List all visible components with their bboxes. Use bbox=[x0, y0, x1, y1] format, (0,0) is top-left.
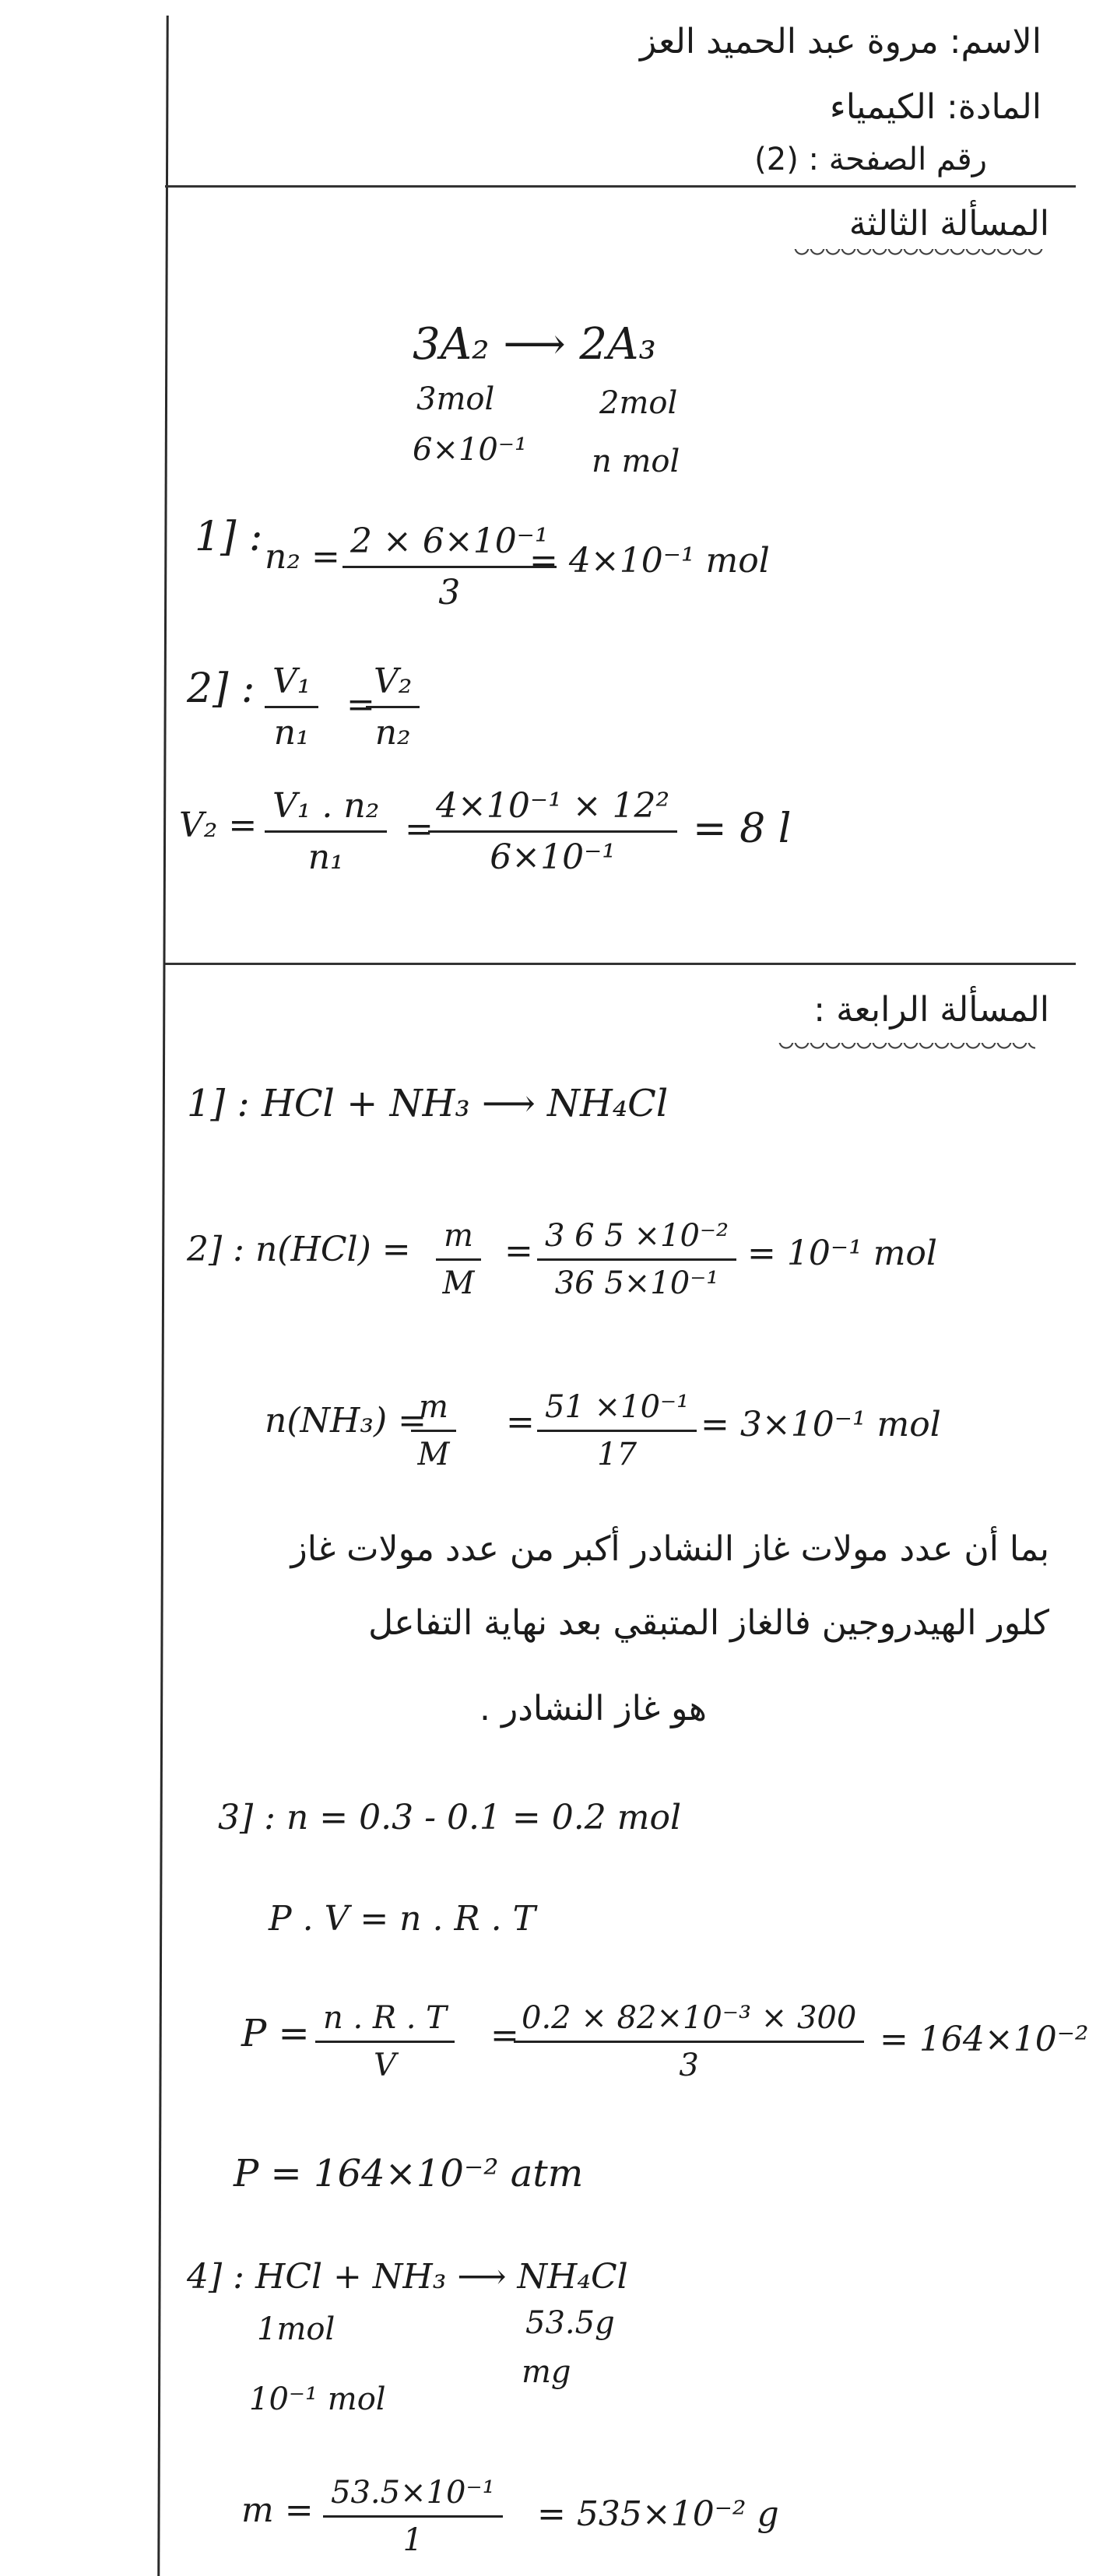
p4-nh3-m: m bbox=[411, 1389, 456, 1432]
p4-nh3-mM bbox=[411, 1389, 456, 1472]
p4-p-fraction1 bbox=[315, 2000, 455, 2083]
p4-step2-lhs: 2] : n(HCl) = bbox=[187, 1230, 411, 1269]
problem3-equation: 3A₂ ⟶ 2A₃ bbox=[413, 319, 656, 370]
p4-step2-m: m bbox=[436, 1218, 481, 1261]
problem4-title-underline bbox=[778, 1043, 1035, 1051]
p3-step2-n2: n₂ bbox=[374, 713, 411, 753]
p4-step2-denominator: 36 5×10⁻¹ bbox=[554, 1265, 719, 1301]
p4-nh3-fraction bbox=[537, 1389, 697, 1472]
p3-v2-fraction1 bbox=[265, 786, 387, 877]
problem-divider bbox=[165, 963, 1076, 965]
p4-step2-mM bbox=[436, 1218, 481, 1301]
problem3-title: المسألة الثالثة bbox=[848, 204, 1049, 244]
problem3-left-amount: 6×10⁻¹ bbox=[413, 432, 528, 468]
p3-step2-fraction2 bbox=[366, 662, 420, 753]
p3-step1-numerator: 2 × 6×10⁻¹ bbox=[342, 521, 557, 568]
p4-p-final: P = 164×10⁻² atm bbox=[234, 2152, 584, 2195]
p4-step4-left2: 10⁻¹ mol bbox=[249, 2381, 386, 2417]
problem3-right-mol: 2mol bbox=[599, 385, 678, 421]
p4-step2-result: = 10⁻¹ mol bbox=[747, 1234, 937, 1273]
p3-step2-equals: = bbox=[346, 685, 375, 725]
p4-gas-law: P . V = n . R . T bbox=[269, 1899, 536, 1939]
p4-p-fraction2 bbox=[514, 2000, 864, 2083]
p4-step4-reaction: 4] : HCl + NH₃ ⟶ NH₄Cl bbox=[187, 2257, 628, 2297]
p3-step1-denominator: 3 bbox=[438, 573, 461, 612]
p3-step1-lhs: n₂ = bbox=[265, 537, 340, 577]
p4-step4-left1: 1mol bbox=[257, 2311, 335, 2347]
p3-v2-lhs: V₂ = bbox=[179, 805, 258, 845]
problem4-title: المسألة الرابعة : bbox=[813, 990, 1049, 1030]
p3-step1-label: 1] : bbox=[195, 514, 263, 560]
student-name: الاسم: مروة عبد الحميد العز bbox=[640, 22, 1042, 61]
p4-p-denominator: V bbox=[373, 2048, 396, 2083]
page-number-label: رقم الصفحة : (2) bbox=[754, 142, 987, 177]
p3-step2-fraction1 bbox=[265, 662, 318, 753]
p4-p-denominator2: 3 bbox=[679, 2048, 699, 2083]
p4-nh3-M: M bbox=[417, 1437, 450, 1472]
p4-p-result: = 164×10⁻² bbox=[880, 2020, 1089, 2059]
p4-m-lhs: m = bbox=[241, 2490, 314, 2530]
p3-step1-fraction bbox=[342, 521, 557, 612]
p4-note-line3: هو غاز النشادر . bbox=[480, 1689, 707, 1728]
p4-step4-right1: 53.5g bbox=[525, 2305, 615, 2341]
p4-m-fraction bbox=[323, 2475, 503, 2558]
p3-v2-denominator: n₁ bbox=[307, 837, 344, 877]
problem3-left-mol: 3mol bbox=[416, 381, 495, 417]
p3-v2-equals: = bbox=[405, 809, 434, 849]
p3-v2-fraction2 bbox=[428, 786, 677, 877]
p4-nh3-numerator: 51 ×10⁻¹ bbox=[537, 1389, 697, 1432]
p4-nh3-equals: = bbox=[506, 1402, 535, 1442]
p3-step1-result: = 4×10⁻¹ mol bbox=[529, 541, 770, 581]
p3-step2-v2: V₂ bbox=[366, 662, 420, 708]
p4-step2-numerator: 3 6 5 ×10⁻² bbox=[537, 1218, 736, 1261]
p4-p-numerator2: 0.2 × 82×10⁻³ × 300 bbox=[514, 2000, 864, 2043]
p4-nh3-denominator: 17 bbox=[597, 1437, 638, 1472]
p4-p-lhs: P = bbox=[241, 2012, 310, 2055]
p4-nh3-result: = 3×10⁻¹ mol bbox=[701, 1405, 941, 1444]
p4-m-denominator: 1 bbox=[402, 2522, 423, 2558]
p4-step2-fraction bbox=[537, 1218, 736, 1301]
p3-step2-v1: V₁ bbox=[265, 662, 318, 708]
p3-v2-result: = 8 l bbox=[693, 805, 792, 852]
p3-v2-numerator: V₁ . n₂ bbox=[265, 786, 387, 833]
p4-m-numerator: 53.5×10⁻¹ bbox=[323, 2475, 503, 2518]
problem3-right-amount: n mol bbox=[592, 444, 680, 479]
p4-step4-right2: mg bbox=[522, 2354, 571, 2390]
p3-v2-numerator2: 4×10⁻¹ × 12² bbox=[428, 786, 677, 833]
p3-v2-denominator2: 6×10⁻¹ bbox=[490, 837, 616, 877]
p4-step2-equals: = bbox=[504, 1231, 533, 1271]
p3-step2-label: 2] : bbox=[187, 665, 255, 712]
p4-step1-reaction: 1] : HCl + NH₃ ⟶ NH₄Cl bbox=[187, 1082, 669, 1125]
subject-label: المادة: الكيمياء bbox=[830, 87, 1042, 127]
p3-step2-n1: n₁ bbox=[273, 713, 310, 753]
p4-p-equals: = bbox=[490, 2016, 519, 2055]
margin-line bbox=[157, 16, 168, 2576]
problem3-title-underline bbox=[794, 249, 1043, 257]
p4-m-result: = 535×10⁻² g bbox=[537, 2494, 779, 2534]
p4-nh3-lhs: n(NH₃) = bbox=[265, 1401, 427, 1441]
p4-p-numerator: n . R . T bbox=[315, 2000, 455, 2043]
p4-note-line1: بما أن عدد مولات غاز النشادر أكبر من عدد مولات غاز bbox=[290, 1529, 1049, 1569]
header-divider bbox=[165, 185, 1076, 188]
p4-note-line2: كلور الهيدروجين فالغاز المتبقي بعد نهاية التفاعل bbox=[368, 1603, 1049, 1643]
p4-step2-M: M bbox=[442, 1265, 475, 1301]
p4-step3: 3] : n = 0.3 - 0.1 = 0.2 mol bbox=[218, 1798, 682, 1837]
